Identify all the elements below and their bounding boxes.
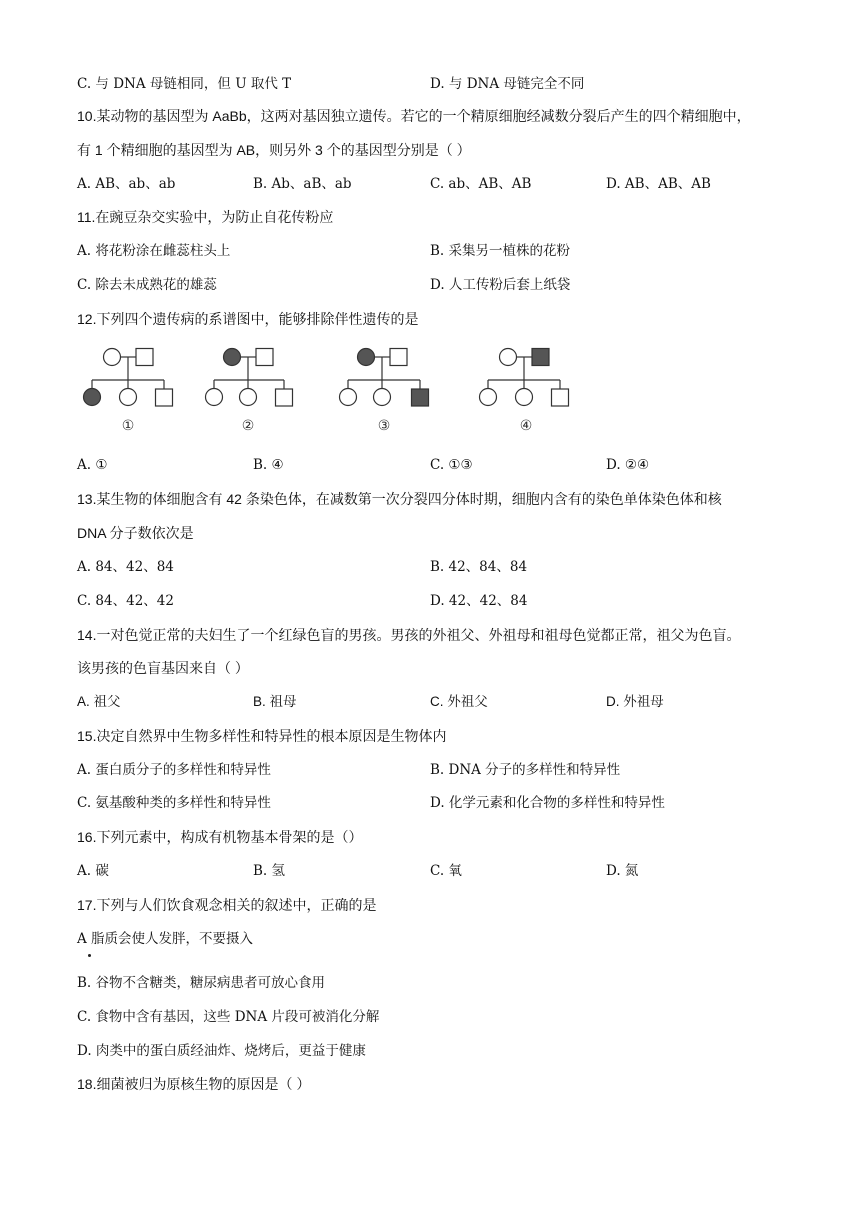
- pedigree-label-2: ②: [241, 418, 255, 434]
- q17-option-d: D. 肉类中的蛋白质经油炸、烧烤后，更益于健康: [77, 1043, 366, 1059]
- q14-option-c: C. 外祖父: [430, 694, 488, 709]
- q15-option-c: C. 氨基酸种类的多样性和特异性: [77, 795, 271, 811]
- q13-option-a: A. 84、42、84: [77, 559, 174, 575]
- q16-option-b: B. 氢: [253, 863, 286, 879]
- q12-option-d: D. ②④: [606, 457, 650, 473]
- q17-option-b: B. 谷物不含糖类，糖尿病患者可放心食用: [77, 975, 326, 991]
- q11-option-c: C. 除去未成熟花的雄蕊: [77, 277, 217, 293]
- q11-option-b: B. 采集另一植株的花粉: [430, 243, 571, 259]
- q11-option-d: D. 人工传粉后套上纸袋: [430, 277, 571, 293]
- q14-option-a: A. 祖父: [77, 694, 121, 709]
- pedigree-4: [480, 349, 569, 407]
- q14-option-b: B. 祖母: [253, 694, 297, 709]
- q10-option-b: B. Ab、aB、ab: [253, 176, 352, 192]
- q13-option-d: D. 42、42、84: [430, 593, 528, 609]
- q14-stem-line2: 该男孩的色盲基因来自（ ）: [77, 660, 249, 676]
- q10-stem-line2: 有 1 个精细胞的基因型为 AB，则另外 3 个的基因型分别是（ ）: [77, 142, 471, 158]
- q12-stem: 12.下列四个遗传病的系谱图中，能够排除伴性遗传的是: [77, 311, 419, 327]
- q17-stem: 17.下列与人们饮食观念相关的叙述中，正确的是: [77, 897, 377, 913]
- q11-stem: 11.在豌豆杂交实验中，为防止自花传粉应: [77, 209, 334, 225]
- pedigree-figure: [70, 340, 590, 440]
- pedigree-label-3: ③: [377, 418, 391, 434]
- q9-option-c: C. 与 DNA 母链相同，但 U 取代 T: [77, 76, 292, 92]
- q11-option-a: A. 将花粉涂在雌蕊柱头上: [77, 243, 231, 259]
- pedigree-label-1: ①: [121, 418, 135, 434]
- q15-stem: 15.决定自然界中生物多样性和特异性的根本原因是生物体内: [77, 728, 447, 744]
- q14-stem-line1: 14.一对色觉正常的夫妇生了一个红绿色盲的男孩。男孩的外祖父、外祖母和祖母色觉都正常，祖父为色盲。: [77, 627, 741, 643]
- q18-stem: 18.细菌被归为原核生物的原因是（ ）: [77, 1076, 311, 1092]
- q15-option-b: B. DNA 分子的多样性和特异性: [430, 762, 621, 778]
- q9-option-d: D. 与 DNA 母链完全不同: [430, 76, 585, 92]
- q13-stem-line2: DNA 分子数依次是: [77, 525, 194, 541]
- q10-option-a: A. AB、ab、ab: [77, 176, 176, 192]
- pedigree-1: [84, 349, 173, 407]
- q17-option-a: A 脂质会使人发胖，不要摄入: [77, 931, 254, 947]
- pedigree-3: [340, 349, 429, 407]
- q16-option-a: A. 碳: [77, 863, 109, 879]
- q14-option-d: D. 外祖母: [606, 694, 664, 709]
- dot-mark: [88, 954, 91, 957]
- q15-option-a: A. 蛋白质分子的多样性和特异性: [77, 762, 271, 778]
- q10-stem-line1: 10.某动物的基因型为 AaBb，这两对基因独立遗传。若它的一个精原细胞经减数分裂后产生的四个精细胞中，: [77, 108, 751, 124]
- q16-option-c: C. 氧: [430, 863, 462, 879]
- q13-stem-line1: 13.某生物的体细胞含有 42 条染色体，在减数第一次分裂四分体时期，细胞内含有的染色单体染色体和核: [77, 491, 722, 507]
- q13-option-c: C. 84、42、42: [77, 593, 174, 609]
- q16-stem: 16.下列元素中，构成有机物基本骨架的是（）: [77, 829, 363, 845]
- q12-option-b: B. ④: [253, 457, 284, 473]
- q12-option-a: A. ①: [77, 457, 108, 473]
- q10-option-d: D. AB、AB、AB: [606, 176, 711, 192]
- q10-option-c: C. ab、AB、AB: [430, 176, 532, 192]
- q15-option-d: D. 化学元素和化合物的多样性和特异性: [430, 795, 665, 811]
- q17-option-c: C. 食物中含有基因，这些 DNA 片段可被消化分解: [77, 1009, 380, 1025]
- q13-option-b: B. 42、84、84: [430, 559, 528, 575]
- q16-option-d: D. 氮: [606, 863, 639, 879]
- pedigree-label-4: ④: [519, 418, 533, 434]
- pedigree-2: [206, 349, 293, 407]
- q12-option-c: C. ①③: [430, 457, 473, 473]
